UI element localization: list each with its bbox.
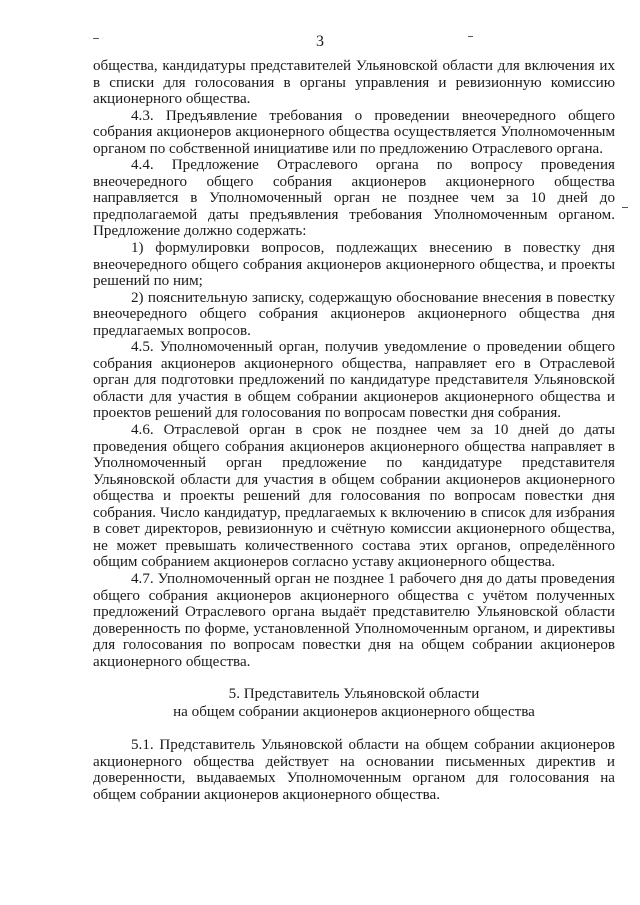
list-item-2: 2) пояснительную записку, содержащую обоснование внесения в повестку внеочередного общего собрания акционеров акционерного общества дня предлагаемых вопросов. xyxy=(93,289,615,339)
paragraph-continuation: общества, кандидатуры представителей Ульяновской области для включения их в списки для голосования в органы управления и ревизионную комиссию акционерного общества. xyxy=(93,58,615,108)
list-item-1: 1) формулировки вопросов, подлежащих внесению в повестку дня внеочередного общего собрания акционеров акционерного общества, и проекты решений по ним; xyxy=(93,240,615,290)
section-heading-line-1: 5. Представитель Ульяновской области xyxy=(228,686,480,703)
paragraph-4-7: 4.7. Уполномоченный орган не позднее 1 рабочего дня до даты проведения общего собрания акционеров акционерного общества с учётом полученных предложений Отраслевого органа выдаёт представителю Ульяновской области доверенность по форме, установленной Уполномоченным органом, и директивы для голосования по вопросам повестки дня на общем собрании акционеров акционерного общества. xyxy=(93,570,615,670)
paragraph-5-1: 5.1. Представитель Ульяновской области на общем собрании акционеров акционерного общества действует на основании письменных директив и доверенности, выдаваемых Уполномоченным органом для голосования на общем собрании акционеров акционерного общества. xyxy=(93,737,615,803)
paragraph-4-6: 4.6. Отраслевой орган в срок не позднее чем за 10 дней до даты проведения общего собрания акционеров акционерного общества направляет в Уполномоченный орган предложение по кандидатуре представителя Ульяновской области для участия в общем собрании акционеров акционерного общества и проекты решений для голосования по вопросам повестки дня собрания. Число кандидатур, предлагаемых к включению в список для избрания в совет директоров, ревизионную и счётную комиссии акционерного общества, не может превышать количественного состава этих органов, определённого общим собранием акционеров согласно уставу акционерного общества. xyxy=(93,422,615,571)
paragraph-4-3: 4.3. Предъявление требования о проведении внеочередного общего собрания акционеров акционерного общества осуществляется Уполномоченным органом по собственной инициативе или по предложению Отраслевого органа. xyxy=(93,107,615,157)
document-body xyxy=(93,58,615,803)
paragraph-4-4: 4.4. Предложение Отраслевого органа по вопросу проведения внеочередного общего собрания акционеров акционерного общества направляется в Уполномоченный орган не позднее чем за 10 дней до предполагаемой даты предъявления требования Уполномоченным органом. Предложение должно содержать: xyxy=(93,157,615,240)
scan-mark xyxy=(622,207,628,208)
paragraph-4-5: 4.5. Уполномоченный орган, получив уведомление о проведении общего собрания акционеров акционерного общества, направляет его в Отраслевой орган для подготовки предложений по кандидатуре представителя Ульяновской области для участия в общем собрании акционеров акционерного общества и проектов решений для голосования по вопросам повестки дня собрания. xyxy=(93,339,615,422)
section-heading-line-2: на общем собрании акционеров акционерного общества xyxy=(173,703,535,720)
page-number: 3 xyxy=(316,33,324,50)
section-heading xyxy=(93,686,615,721)
